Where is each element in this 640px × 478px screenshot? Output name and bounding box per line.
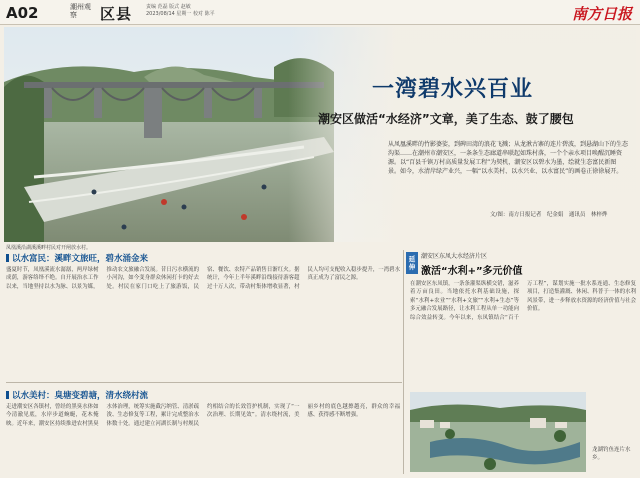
section-body: 盛夏时节，凤凰溪流水潺潺，两岸绿树成荫，游客络绎不绝。自开展治水工作以来，当地坚持以水为脉、以景为媒，推动农文旅融合发展。昔日污水横流的小河沟，如今变身群众休闲打卡的好去处。村民在家门口吃上了旅游饭，民宿、餐饮、农特产品销售日渐红火。据统计，今年上半年溪畔沿线接待游客超过十万人次，带动村集体增收显著，村民人均可支配收入稳步提升，一湾碧水真正成为了富民之源。 xyxy=(6,267,400,290)
byline: 文/图：南方日报记者 纪金娟 通讯员 林梓烨 xyxy=(490,212,608,218)
sidebar-tag: 延伸 xyxy=(406,252,418,274)
sidebar-body: 在潮安区东凤镇，一条条灌渠纵横交错，滋养着万亩良田。当地依托水利基础设施，探索“水利+农业”“水利+文旅”“水利+生态”等多元融合发展路径，让水利工程从单一功能向综合效益转变。今年以来，东凤镇结合“百千万工程”，谋划实施一批水系连通、生态修复项目，打造集灌溉、休闲、科普于一体的水利风景带，进一步释放水资源的经济价值与社会价值。 xyxy=(410,281,636,321)
sidebar-kicker: 潮安区东凤大水经济片区 xyxy=(421,253,488,260)
sidebar-photo-caption: 龙湖钓鱼连片水乡。 xyxy=(592,447,631,461)
section-heading: 以水美村：臭塘变碧塘，清水绕村流 xyxy=(6,389,148,401)
meta-line: 责编 范磊 版式 赵敏 xyxy=(146,4,191,10)
section-body: 走进潮安区各镇村，曾经的黑臭水体如今清澈见底，水岸步道蜿蜒，花木掩映。近年来，潮安区持续推进农村黑臭水体治理，统筹实施截污纳管、清淤疏浚、生态修复等工程，累计完成整治水体数十处。通过建立河湖长制与村规民约相结合的长效管护机制，实现了“一次治理、长期见效”。清水绕村流，美丽乡村的底色越擦越亮，群众的幸福感、获得感不断增强。 xyxy=(6,404,400,427)
masthead xyxy=(0,0,640,25)
section-heading: 以水富民：溪畔文旅旺，碧水涌金来 xyxy=(6,252,148,264)
heading-bar xyxy=(6,254,9,262)
lead-paragraph: 从凤凰溪畔的竹影婆娑，到碑田湾的浪花飞溅；从龙湫古寨的连片碧波，到悬湖山下的生态沟渠……在潮州市潮安区，一条条生态廊道串联起如珠村落，一个个亲水项目唤醒沉睡资源。以“百县千镇万村高质量发展工程”为契机，潮安区以碧水为墨，绘就生态富民新图景。如今，水清岸绿产业兴，一幅“以水美村、以水兴业、以水富民”的画卷正徐徐展开。 xyxy=(388,141,629,175)
sidebar-photo xyxy=(410,392,586,472)
photo-caption: 凤凰溪沿湖溪溪畔村民对开闸放水村。 xyxy=(6,245,92,251)
meta-line: 2023/08/14 星期一 校对 陈平 xyxy=(146,11,215,17)
divider xyxy=(6,382,402,383)
divider xyxy=(403,250,404,474)
newspaper-logo: 南方日报 xyxy=(571,5,632,23)
headline: 一湾碧水兴百业 xyxy=(372,76,534,102)
masthead-meta xyxy=(146,4,215,18)
section-small-label: 潮州观察 xyxy=(70,3,91,19)
sidebar-title: 激活“水利+”多元价值 xyxy=(421,266,523,277)
subheadline: 潮安区做活“水经济”文章，美了生态、鼓了腰包 xyxy=(318,112,574,126)
page-number: A02 xyxy=(6,4,39,22)
section-label: 区县 xyxy=(100,5,133,23)
heading-bar xyxy=(6,391,9,399)
